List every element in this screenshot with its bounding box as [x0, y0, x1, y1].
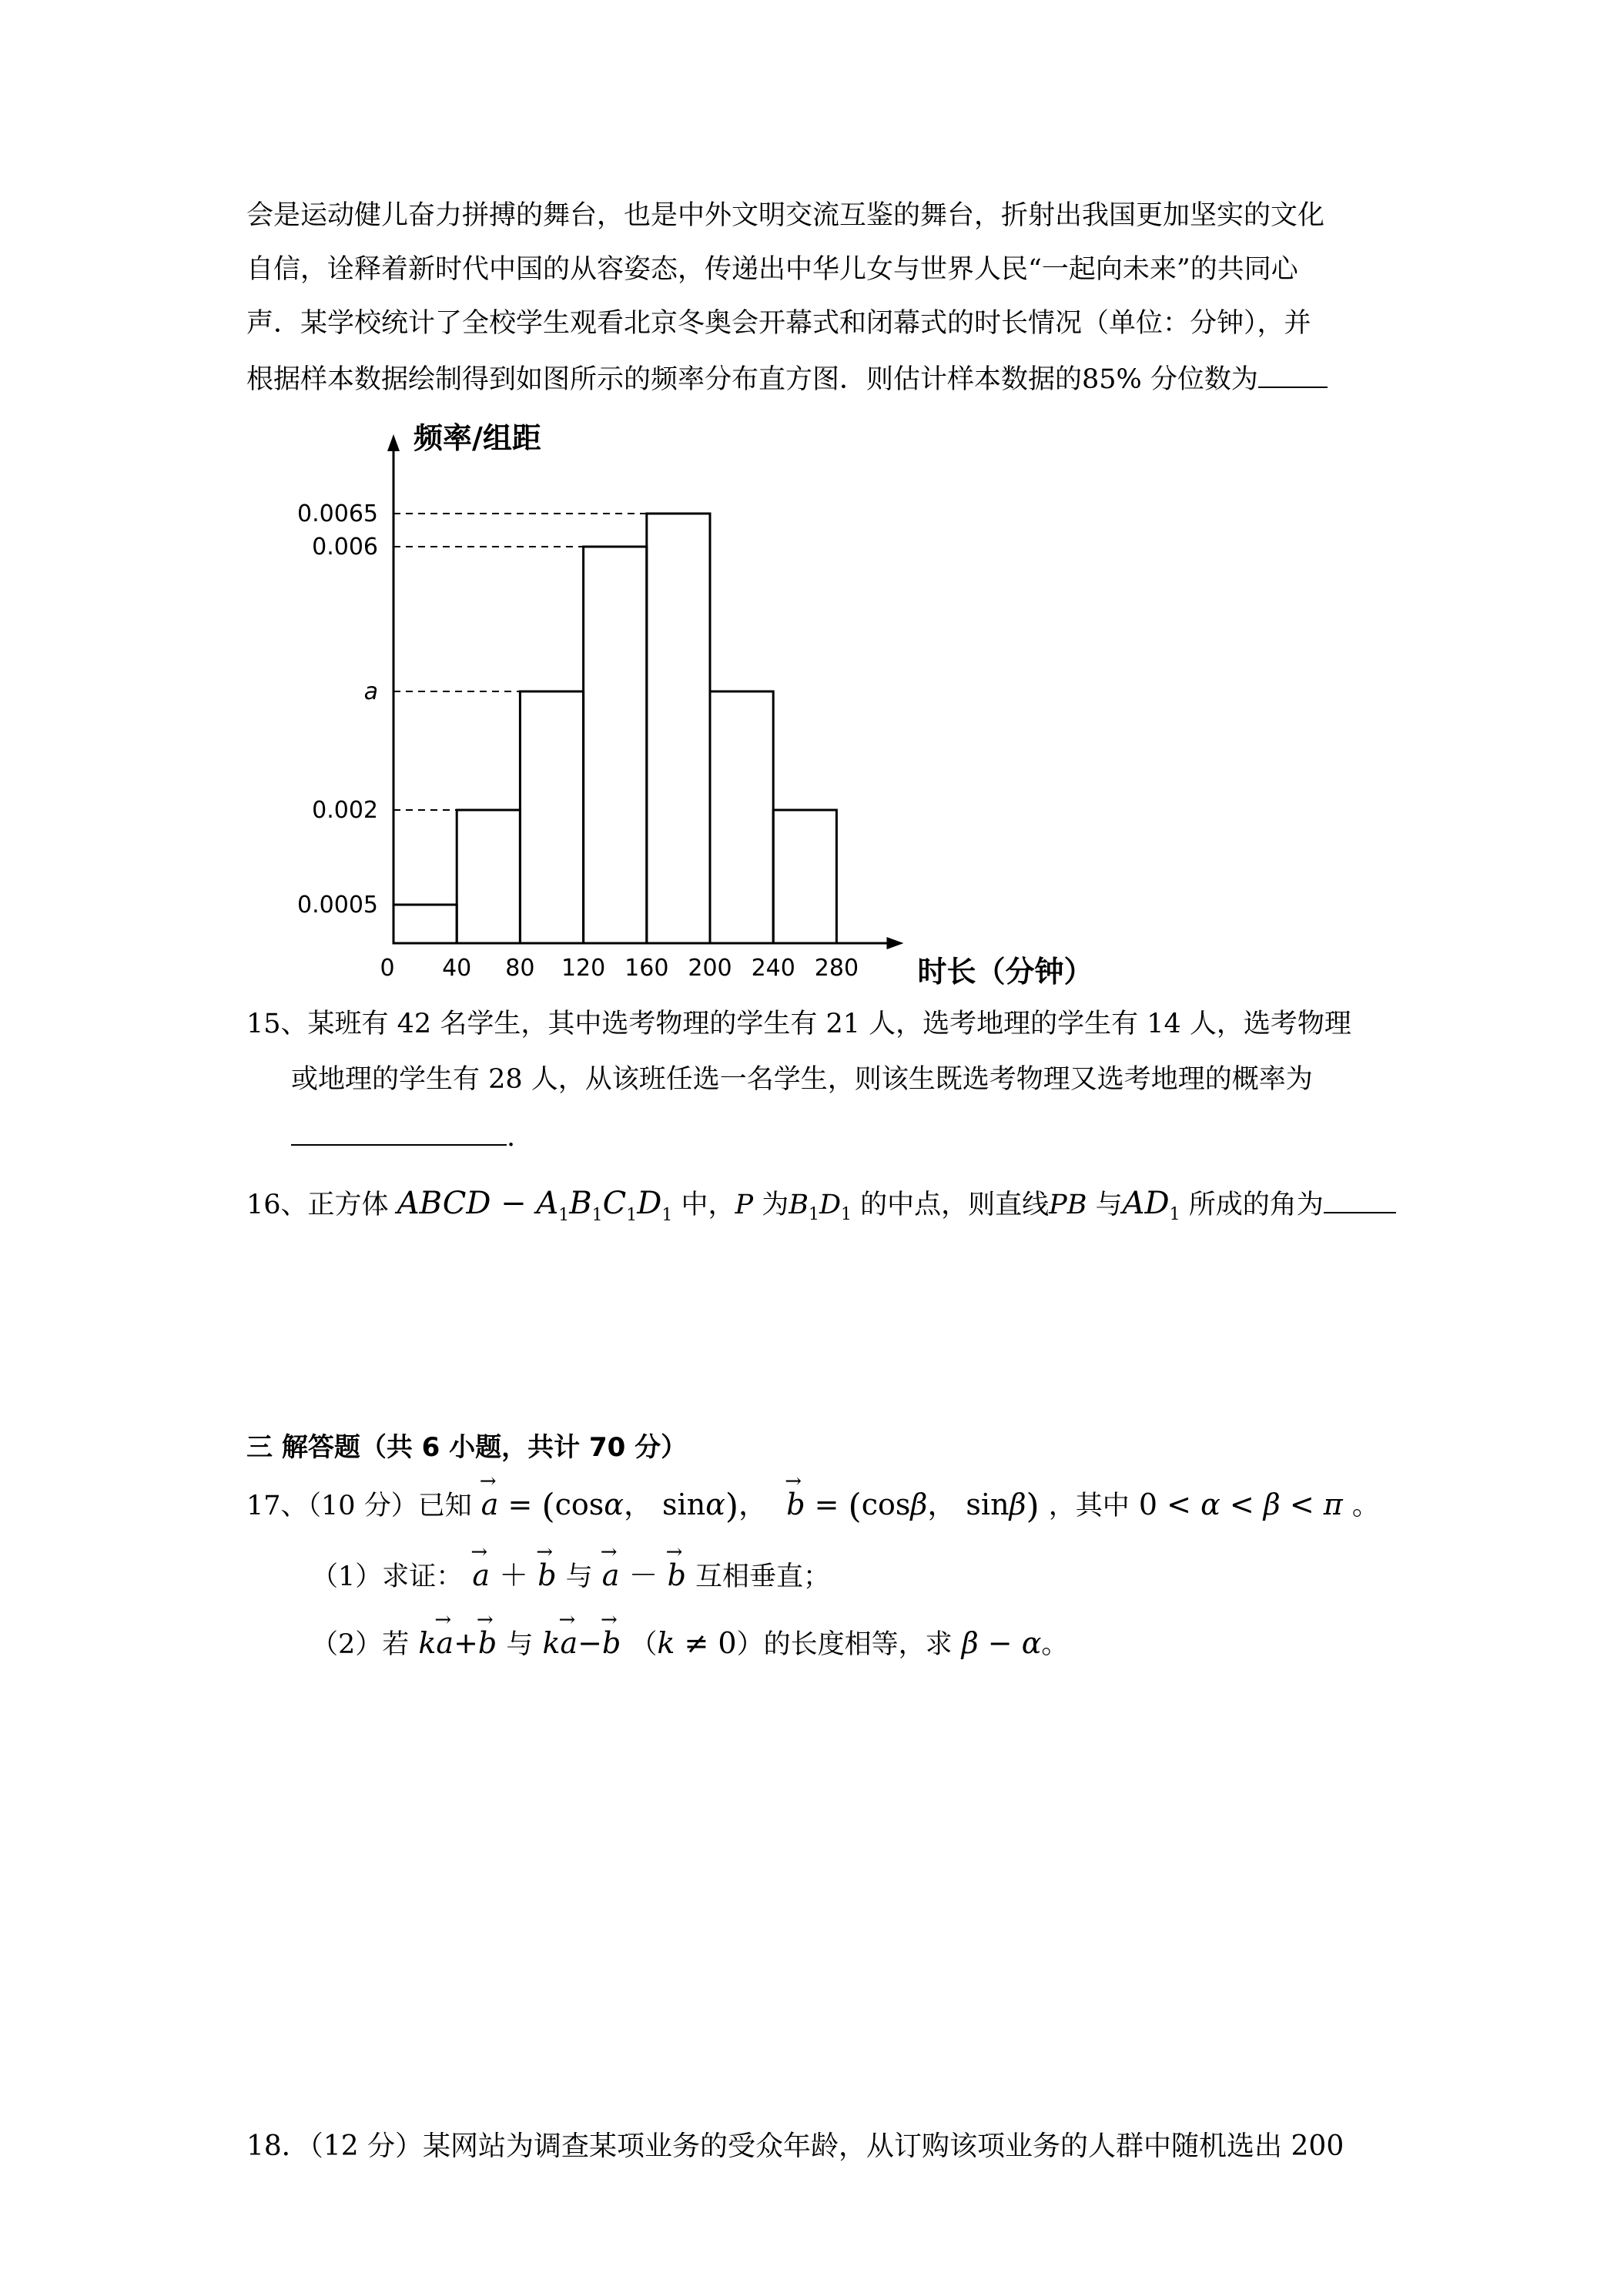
q16-t3: 的中点，则直线 [860, 1190, 1050, 1220]
x-tick-label: 160 [624, 955, 669, 982]
q17-line: 17、（10 分）已知 → a = (cosα， sinα)， → b = (cosβ， sinβ) ，其中 0 < α < β < π 。 [246, 1488, 1379, 1524]
q17-p2c: 的长度相等，求 [763, 1629, 953, 1660]
x-tick-label: 0 [380, 955, 395, 982]
answer-blank-15 [291, 1118, 507, 1146]
histogram-bar [457, 810, 520, 943]
q16-t5: 所成的角为 [1188, 1190, 1324, 1220]
q16-t4: 与 [1095, 1190, 1123, 1220]
q17-p2d: 。 [1041, 1629, 1069, 1660]
q18-line: 18．（12 分）某网站为调查某项业务的受众年龄，从订购该项业务的人群中随机选出 200 [246, 2130, 1344, 2162]
x-tick-label: 40 [442, 955, 472, 982]
histogram-bar [393, 905, 457, 943]
histogram-bar [773, 810, 836, 943]
q16-t2: 为 [762, 1190, 789, 1220]
y-tick-label: 0.0005 [297, 892, 378, 919]
q16-line: 16、正方体 ABCD − $A_1B_1C_1D_1$ 中，P 为$B_1D_1$ 的中点，则直线PB 与$AD_1$ 所成的角为 [246, 1186, 1396, 1233]
q15-line-3 [291, 1118, 515, 1154]
q15-line-2: 或地理的学生有 28 人，从该班任选一名学生，则该生既选考物理又选考地理的概率为 [291, 1064, 1313, 1095]
q17-p2: （2）若 [311, 1629, 410, 1660]
x-axis-label: 时长（分钟） [917, 955, 1093, 989]
q17-vec-b-def: → b = (cosβ， sinβ) [786, 1488, 1040, 1521]
q17-part-1: （1）求证： → a ＋ → b 与 → a － → b 互相垂直； [311, 1558, 830, 1594]
q16-ad1: AD [1122, 1186, 1170, 1221]
x-tick-label: 200 [688, 955, 732, 982]
intro-line-2: 自信，诠释着新时代中国的从容姿态，传递出中华儿女与世界人民“一起向未来”的共同心 [246, 254, 1298, 285]
y-tick-label: 0.0065 [297, 500, 378, 527]
q17-vec-a-def: → a = (cosα， sinα) [481, 1488, 738, 1521]
q17-p1b: 与 [565, 1561, 593, 1592]
intro-line-4-text: 根据样本数据绘制得到如图所示的频率分布直方图．则估计样本数据的85% 分位数为 [246, 364, 1258, 395]
section-3-heading: 三 解答题（共 6 小题，共计 70 分） [246, 1432, 688, 1463]
q17-prefix: 17、（10 分）已知 [246, 1491, 472, 1521]
answer-blank-14 [1258, 360, 1328, 388]
q17-p2b: 与 [506, 1629, 534, 1660]
histogram-bar [647, 514, 710, 943]
y-axis-arrow [387, 434, 400, 451]
q17-part-2: （2）若 k→ a+→ b 与 k→ a−→ b （k ≠ 0）的长度相等，求 β − α。 [311, 1626, 1068, 1662]
q16-t1: 中， [681, 1190, 735, 1220]
x-tick-label: 80 [505, 955, 535, 982]
q16-point-p: P [735, 1190, 754, 1220]
q16-pb: PB [1049, 1190, 1087, 1220]
q17-end: 。 [1351, 1491, 1379, 1521]
histogram-bar [710, 691, 773, 943]
intro-line-3: 声．某学校统计了全校学生观看北京冬奥会开幕式和闭幕式的时长情况（单位：分钟），并 [246, 308, 1311, 339]
frequency-histogram [293, 416, 1178, 1001]
answer-blank-16 [1324, 1186, 1396, 1213]
histogram-bar [520, 691, 583, 943]
y-tick-label: 0.002 [312, 797, 378, 824]
intro-line-1: 会是运动健儿奋力拼搏的舞台，也是中外文明交流互鉴的舞台，折射出我国更加坚实的文化 [246, 200, 1325, 231]
q16-prefix: 16、正方体 [246, 1190, 389, 1220]
y-axis-label: 频率/组距 [414, 421, 541, 455]
q17-mid: ，其中 [1048, 1491, 1130, 1521]
q16-cube-expr: ABCD − $A_1B_1C_1D_1$ [397, 1186, 673, 1225]
y-tick-label: a [363, 678, 378, 705]
q15-end: . [507, 1122, 516, 1153]
q17-condition: 0 < α < β < π [1138, 1488, 1343, 1521]
x-axis-arrow [887, 937, 904, 949]
q17-p1c: 互相垂直； [695, 1561, 830, 1592]
x-tick-label: 280 [814, 955, 859, 982]
q16-b1d1: B [789, 1190, 809, 1220]
x-tick-label: 120 [561, 955, 606, 982]
q15-line-1: 15、某班有 42 名学生，其中选考物理的学生有 21 人，选考地理的学生有 14 人，选考物理 [246, 1009, 1351, 1039]
y-tick-label: 0.006 [312, 534, 378, 561]
x-tick-label: 240 [751, 955, 795, 982]
q17-p1: （1）求证： [311, 1561, 464, 1592]
histogram-bar [584, 547, 647, 943]
intro-line-4 [246, 360, 1328, 397]
